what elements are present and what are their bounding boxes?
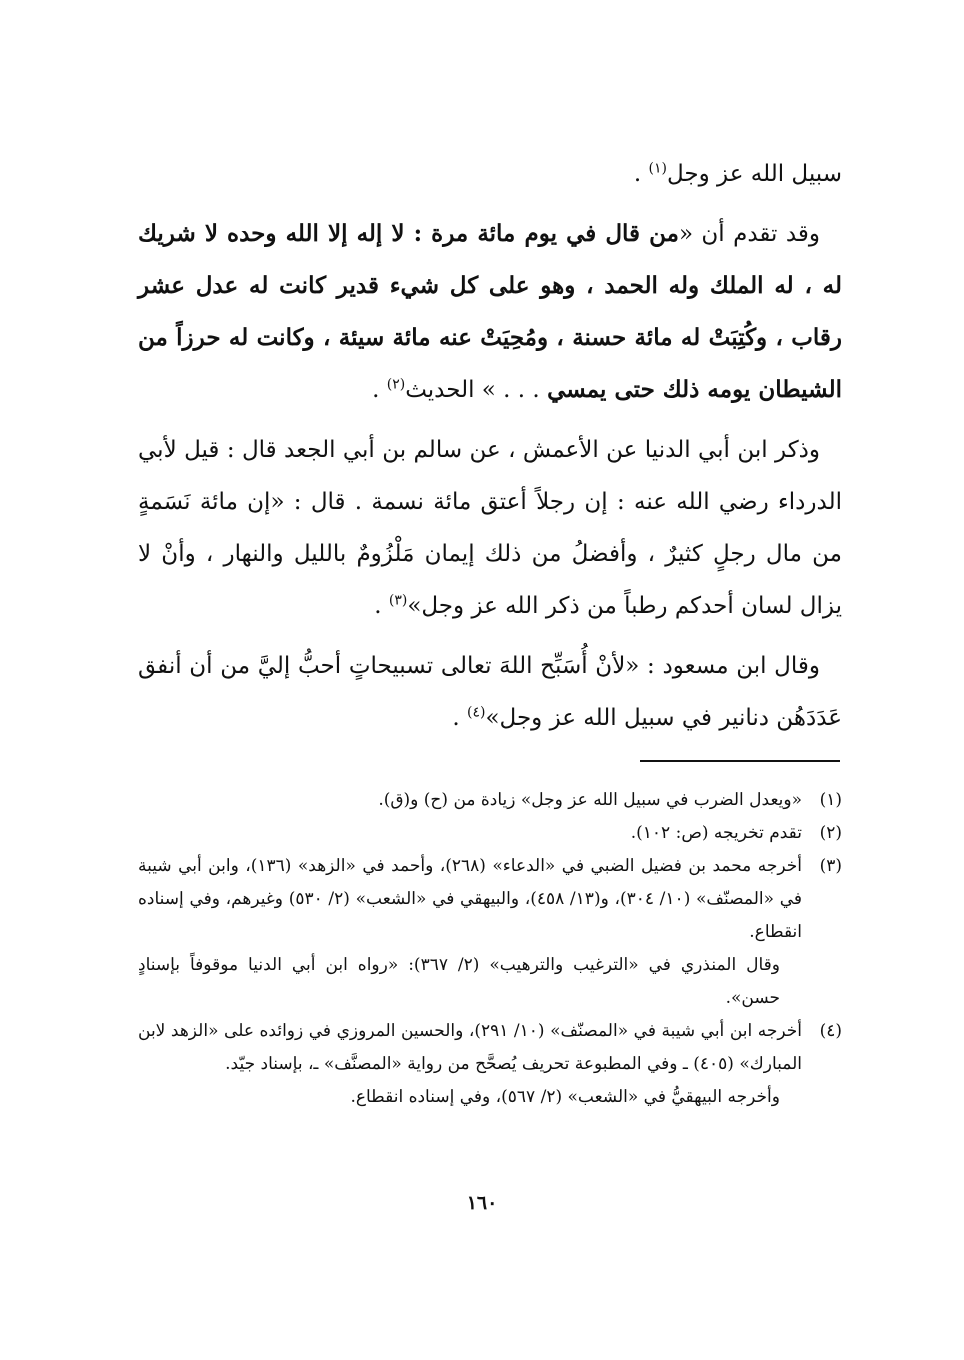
footnote-1	[138, 784, 842, 817]
paragraph-4	[138, 640, 842, 744]
footnote-ref-1: (١)	[648, 160, 667, 177]
footnote-number: (٤)	[819, 1021, 842, 1041]
paragraph-3-text: وذكر ابن أبي الدنيا عن الأعمش ، عن سالم بن أبي الجعد قال : قيل لأبي الدرداء رضي الله عنه : إن رجلاً أعتق مائة نسمة . قال : «إن مائة نَسَمةٍ من مال رجلٍ كثيرٌ ، وأفضلُ من ذلك إيمان مَلْزُومٌ بالليل والنهار ، وأنْ لا يزال لسان أحدكم رطباً من ذكر الله عز وجل»	[138, 437, 842, 619]
main-text	[138, 148, 842, 752]
footnote-text: «ويعدل الضرب في سبيل الله عز وجل» زيادة من (ح) و(ق).	[378, 790, 802, 810]
footnote-separator	[640, 760, 840, 762]
footnote-number: (٢)	[819, 823, 842, 843]
paragraph-2-quote: من قال في يوم مائة مرة : لا إله إلا الله وحده لا شريك له ، له الملك وله الحمد ، وهو على كل شيء قدير كانت له عدل عشر رقاب ، وكُتِبَتْ له مائة حسنة ، ومُحِيَتْ عنه مائة سيئة ، وكانت له حرزاً من الشيطان يومه ذلك حتى يمسي	[138, 220, 842, 403]
footnote-text: تقدم تخريجه (ص: ١٠٢).	[630, 823, 802, 843]
paragraph-2-end: .	[372, 377, 387, 403]
paragraph-3	[138, 424, 842, 632]
footnote-text: أخرجه محمد بن فضيل الضبي في «الدعاء» (٢٦٨)، وأحمد في «الزهد» (١٣٦)، وابن أبي شيبة في «المصنّف» (١٠/ ٣٠٤)، و(١٣/ ٤٥٨)، والبيهقي في «الشعب» (٢/ ٥٣٠) وغيرهم، وفي إسناده انقطاع.	[138, 856, 802, 942]
footnote-text: أخرجه ابن أبي شيبة في «المصنّف» (١٠/ ٢٩١)، والحسين المروزي في زوائده على «الزهد لابن المبارك» (٤٠٥) ـ وفي المطبوعة تحريف يُصحَّح من رواية «المصنَّف» ـ، بإسناد جيّد.	[138, 1021, 802, 1074]
footnote-3-continuation: وقال المنذري في «الترغيب والترهيب» (٢/ ٣٦٧): «رواه ابن أبي الدنيا موقوفاً بإسنادٍ حسن».	[138, 955, 780, 1008]
footnote-number: (١)	[819, 790, 842, 810]
paragraph-1-end: .	[633, 161, 649, 187]
footnote-ref-2: (٢)	[386, 376, 406, 393]
paragraph-1	[138, 148, 842, 200]
paragraph-2-tail: . . . » الحديث	[405, 377, 548, 403]
footnote-ref-3: (٣)	[388, 592, 408, 609]
footnote-ref-4: (٤)	[466, 704, 486, 721]
paragraph-4-text: وقال ابن مسعود : «لأنْ أُسَبِّح اللهَ تعالى تسبيحاتٍ أحبُّ إليَّ من أن أنفق عَدَدَهُن دنانير في سبيل الله عز وجل»	[138, 653, 842, 731]
paragraph-2-lead: وقد تقدم أن «	[678, 221, 820, 247]
paragraph-4-end: .	[452, 705, 467, 731]
footnote-2	[138, 817, 842, 850]
footnote-4-continuation: وأخرجه البيهقيُّ في «الشعب» (٢/ ٥٦٧)، وفي إسناده انقطاع.	[350, 1087, 780, 1107]
footnote-4	[138, 1015, 842, 1081]
footnote-number: (٣)	[819, 856, 842, 876]
paragraph-2	[138, 208, 842, 416]
paragraph-3-end: .	[374, 593, 389, 619]
paragraph-1-text: سبيل الله عز وجل	[666, 161, 842, 187]
footnotes	[138, 784, 842, 1114]
footnote-3	[138, 850, 842, 949]
page-number: ١٦٠	[466, 1192, 498, 1214]
